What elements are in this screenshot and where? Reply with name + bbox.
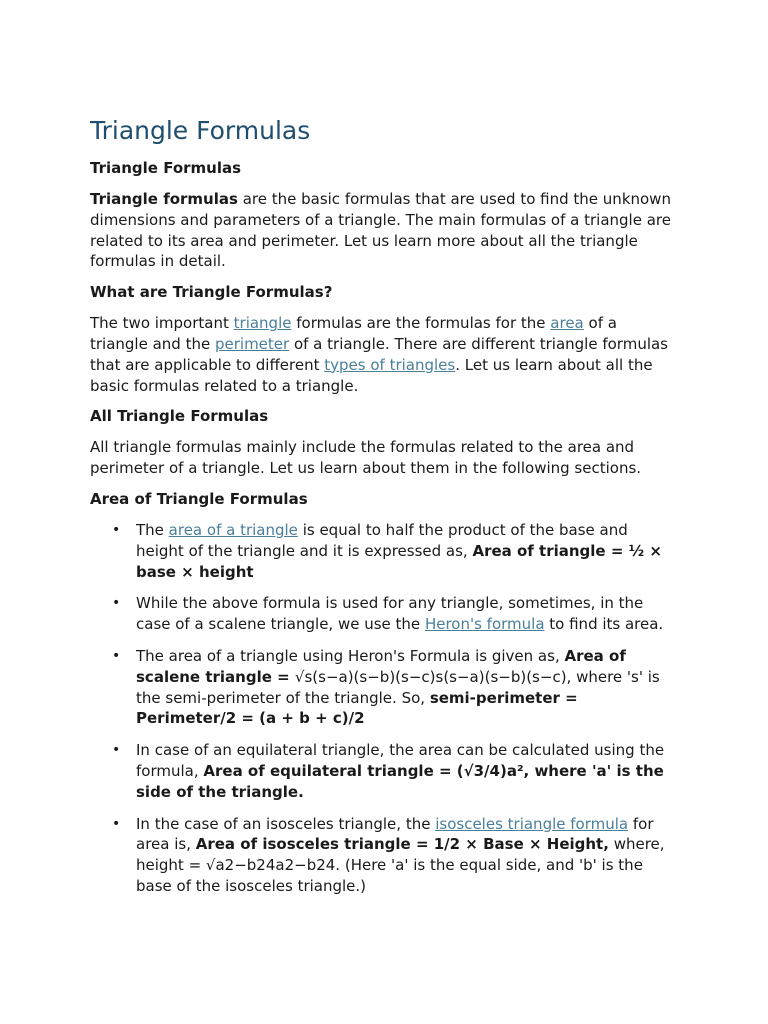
- item3-formula-2: semi-perimeter = Perimeter/2 = (a + b + c)/2: [136, 688, 578, 728]
- what-are-text-3: of a triangle and the: [90, 314, 617, 353]
- what-are-heading: What are Triangle Formulas?: [90, 283, 333, 302]
- item5-text-2: for area is,: [136, 814, 654, 854]
- what-are-text-2: formulas are the formulas for the: [291, 314, 551, 333]
- all-formulas-paragraph: All triangle formulas mainly include the formulas related to the area and perimeter of a triangle. Let us learn about them in the following sections.: [90, 438, 642, 478]
- area-link[interactable]: area: [550, 314, 584, 333]
- item1-text-2: is equal to half the product of the base and height of the triangle and it is expressed as,: [136, 520, 628, 560]
- perimeter-link[interactable]: perimeter: [214, 334, 290, 353]
- list-item: [136, 646, 678, 729]
- page-title: Triangle Formulas: [90, 116, 311, 145]
- intro-bold-term: Triangle formulas: [90, 190, 238, 208]
- what-are-paragraph: [90, 313, 678, 396]
- item3-text-2: √s(s−a)(s−b)(s−c)s(s−a)(s−b)(s−c), where 's' is the semi-perimeter of the triangle. So,: [136, 667, 660, 707]
- area-formulas-heading: Area of Triangle Formulas: [90, 489, 308, 508]
- item3-text-1: The area of a triangle using Heron's Formula is given as,: [136, 646, 565, 665]
- item5-text-3: where, height = √a2−b24a2−b24. (Here 'a' is the equal side, and 'b' is the base of the isosceles triangle.): [136, 835, 665, 895]
- types-of-triangles-link[interactable]: types of triangles: [324, 355, 456, 374]
- what-are-text-4: of a triangle. There are different triangle formulas that are applicable to different: [90, 334, 668, 374]
- item1-formula: Area of triangle = ½ × base × height: [136, 541, 662, 581]
- area-of-triangle-link[interactable]: area of a triangle: [168, 520, 298, 539]
- item4-formula: Area of equilateral triangle = (√3/4)a², where 'a' is the side of the triangle.: [136, 761, 664, 801]
- intro-paragraph: [90, 189, 678, 272]
- what-are-text-1: The two important: [90, 314, 234, 333]
- isosceles-triangle-formula-link[interactable]: isosceles triangle formula: [435, 814, 629, 833]
- area-formulas-list: [90, 520, 678, 897]
- triangle-link[interactable]: triangle: [233, 314, 292, 333]
- what-are-text-5: . Let us learn about all the basic formulas related to a triangle.: [90, 355, 653, 395]
- item1-text-1: The: [136, 520, 169, 539]
- item4-text-1: In case of an equilateral triangle, the area can be calculated using the formula,: [136, 741, 665, 780]
- list-item: [136, 814, 678, 897]
- all-formulas-heading: All Triangle Formulas: [90, 407, 269, 426]
- herons-formula-link[interactable]: Heron's formula: [424, 615, 545, 634]
- item5-formula: Area of isosceles triangle = 1/2 × Base × Height,: [195, 835, 609, 854]
- intro-text: are the basic formulas that are used to find the unknown dimensions and parameters of a triangle. The main formulas of a triangle are related to its area and perimeter. Let us learn more about all the triangle formulas in detail.: [90, 190, 671, 271]
- list-item: [136, 740, 678, 802]
- item3-formula-1: Area of scalene triangle =: [136, 646, 626, 686]
- section-title: Triangle Formulas: [90, 159, 242, 177]
- item5-text-1: In the case of an isosceles triangle, the: [136, 814, 436, 833]
- list-item: [136, 593, 678, 635]
- item2-text-2: to find its area.: [544, 615, 664, 634]
- item2-text-1: While the above formula is used for any triangle, sometimes, in the case of a scalene triangle, we use the: [136, 594, 644, 634]
- list-item: [136, 520, 678, 582]
